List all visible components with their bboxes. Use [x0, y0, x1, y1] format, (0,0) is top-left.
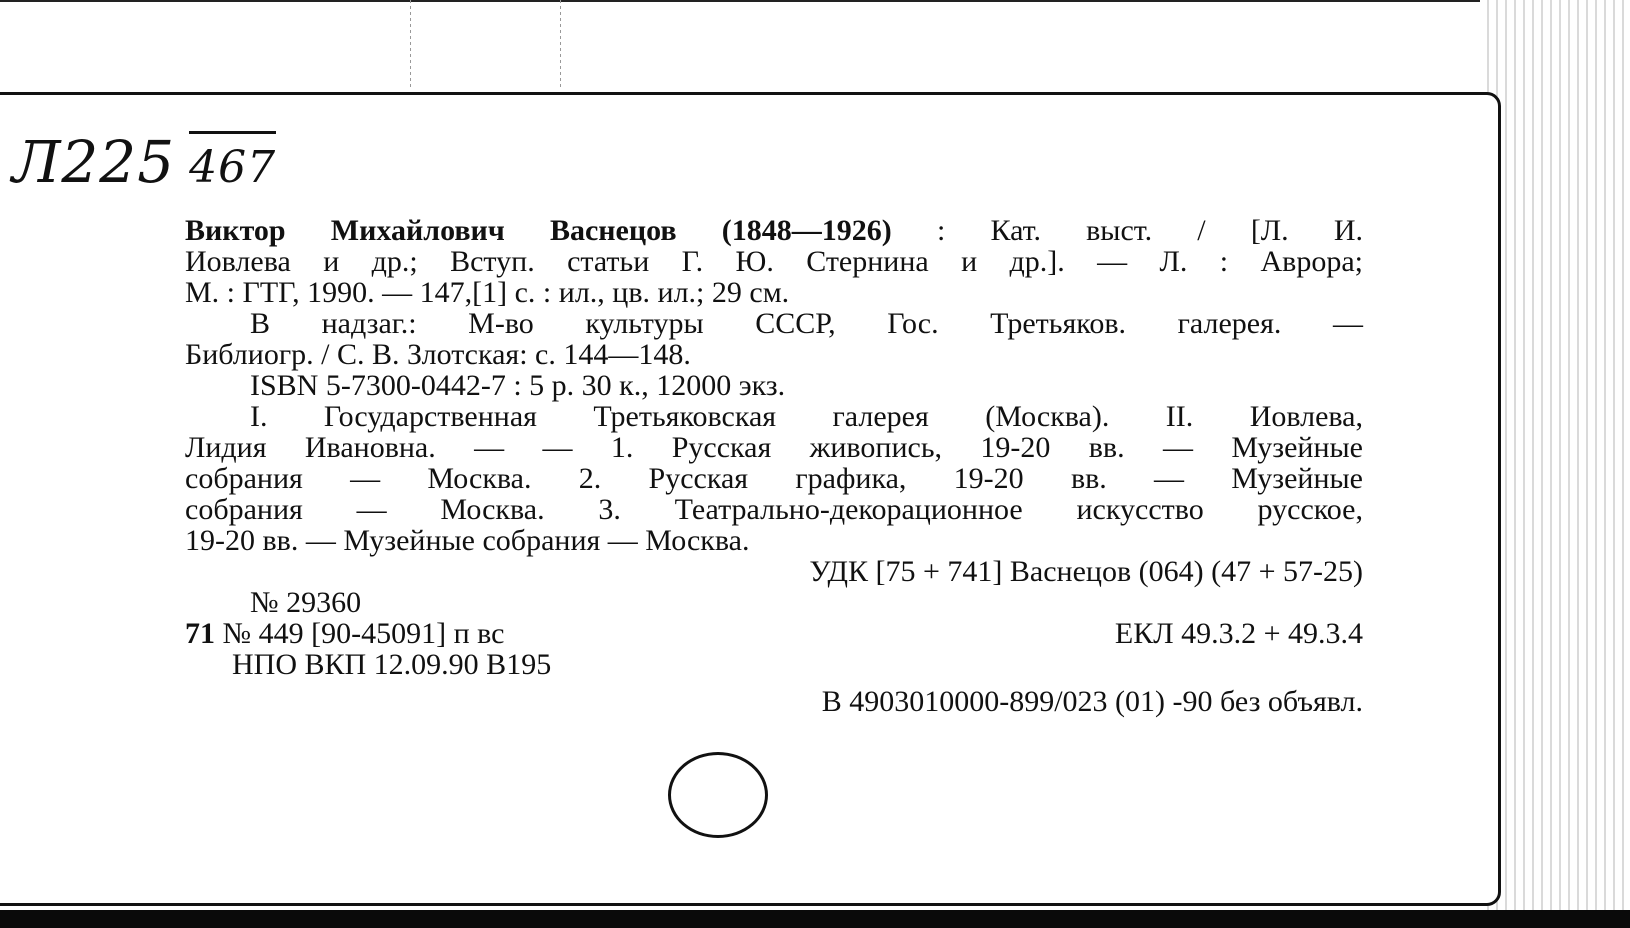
page-top-edge	[0, 0, 1480, 92]
handwritten-prefix: Л225	[12, 128, 176, 196]
isbn-line: ISBN 5-7300-0442-7 : 5 р. 30 к., 12000 экз.	[250, 369, 786, 402]
ekl-line: ЕКЛ 49.3.2 + 49.3.4	[1114, 617, 1363, 650]
record-line-3: М. : ГТГ, 1990. — 147,[1] с. : ил., цв. ил.; 29 см.	[185, 276, 790, 309]
scan-guide-line	[560, 0, 561, 90]
author-heading: Виктор Михайлович Васнецов (1848—1926)	[185, 214, 892, 247]
subjects-line-4: собрания — Москва. 3. Театрально-декорационное искусство русское,	[185, 493, 1363, 526]
note-line-2: Библиогр. / С. В. Злотская: с. 144—148.	[185, 338, 691, 371]
order-prefix: 71	[185, 617, 215, 650]
record-line-2: Иовлева и др.; Вступ. статьи Г. Ю. Стернина и др.]. — Л. : Аврора;	[185, 245, 1363, 278]
title-rest: : Кат. выст. / [Л. И.	[891, 214, 1363, 247]
handwritten-shelf-number	[12, 130, 276, 200]
card-hole-circle	[668, 752, 768, 838]
note-line-1: В надзаг.: М-во культуры СССР, Гос. Третьяков. галерея. —	[250, 307, 1363, 340]
record-title-line	[185, 215, 1363, 246]
handwritten-fraction: 467	[189, 131, 276, 200]
npo-line: НПО ВКП 12.09.90 В195	[232, 648, 552, 681]
order-rest: № 449 [90-45091] п вс	[222, 617, 505, 650]
subjects-line-5: 19-20 вв. — Музейные собрания — Москва.	[185, 524, 750, 557]
subjects-line-1: I. Государственная Третьяковская галерея (Москва). II. Иовлева,	[250, 400, 1363, 433]
card-stack-edges	[1480, 0, 1630, 928]
subjects-line-3: собрания — Москва. 2. Русская графика, 19-20 вв. — Музейные	[185, 462, 1363, 495]
classification-line: В 4903010000-899/023 (01) -90 без объявл.	[821, 685, 1363, 718]
subjects-line-2: Лидия Ивановна. — — 1. Русская живопись, 19-20 вв. — Музейные	[185, 431, 1363, 464]
scan-bottom-band	[0, 910, 1630, 928]
udc-line: УДК [75 + 741] Васнецов (064) (47 + 57-25)	[809, 555, 1363, 588]
scan-guide-line	[410, 0, 411, 90]
record-number: № 29360	[250, 586, 362, 619]
